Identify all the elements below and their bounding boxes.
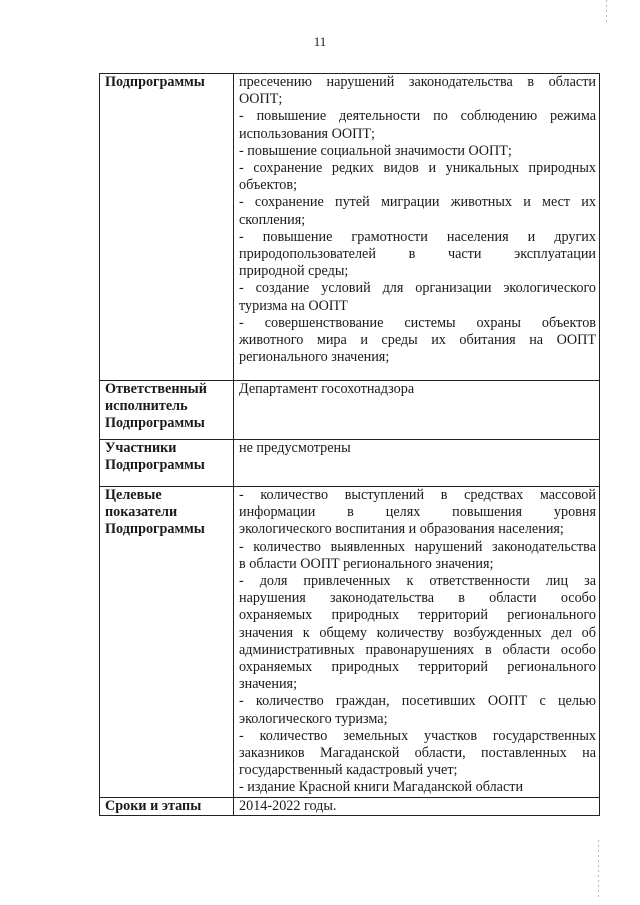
program-passport-table [99, 73, 600, 816]
text-line: - повышение грамотности населения и других [239, 228, 596, 245]
text-line: охраняемых природных территорий регионального [239, 659, 596, 676]
table-row-subprograms [100, 74, 600, 381]
text-line: животного мира и среды их обитания на ООПТ [239, 332, 596, 349]
row-value-terms: 2014-2022 годы. [234, 798, 600, 816]
table-row-terms [100, 798, 600, 816]
text-line: природопользователей в части эксплуатации [239, 246, 596, 263]
row-label-targets [100, 487, 234, 798]
label-line: Целевые [105, 487, 162, 503]
row-value-participants: не предусмотрены [234, 440, 600, 487]
text-line: - повышение социальной значимости ООПТ; [239, 142, 512, 159]
label-line: Подпрограммы [105, 415, 205, 432]
text-line: административных правонарушениях в области особо [239, 641, 596, 658]
text-line: - сохранение путей миграции животных и мест их [239, 194, 596, 211]
text-line: - количество граждан, посетивших ООПТ с целью [239, 693, 596, 710]
text-line: охраняемых природных территорий регионального [239, 607, 596, 624]
label-line: Подпрограммы [105, 521, 205, 538]
label-line: Ответственный [105, 381, 207, 397]
text-line: туризма на ООПТ [239, 297, 348, 314]
text-line: государственный кадастровый учет; [239, 762, 458, 779]
text-line: - совершенствование системы охраны объектов [239, 314, 596, 331]
text-line: экологического туризма; [239, 710, 388, 727]
row-value-targets [234, 487, 600, 798]
text-line: - количество земельных участков государственных [239, 727, 596, 744]
text-line: объектов; [239, 177, 298, 194]
text-line: - количество выступлений в средствах массовой [239, 487, 596, 503]
text-line: - повышение деятельности по соблюдению режима [239, 108, 596, 125]
text-line: пресечению нарушений законодательства в области [239, 74, 596, 90]
label-line: Участники [105, 440, 177, 456]
text-line: ООПТ; [239, 91, 283, 108]
row-value-responsible: Департамент госохотнадзора [234, 381, 600, 440]
label-line: исполнитель [105, 398, 188, 415]
text-line: в области ООПТ регионального значения; [239, 555, 494, 572]
text-line: значения к общему количеству возбужденных дел об [239, 624, 596, 641]
text-line: регионального значения; [239, 349, 390, 366]
text-line: экологического воспитания и образования населения; [239, 521, 564, 538]
row-value-subprograms [234, 74, 600, 381]
text-line: - издание Красной книги Магаданской области [239, 779, 524, 796]
row-label-terms: Сроки и этапы [100, 798, 234, 816]
label-line: показатели [105, 504, 178, 521]
text-line: скопления; [239, 211, 306, 228]
text-line: использования ООПТ; [239, 125, 375, 142]
row-label-participants [100, 440, 234, 487]
row-label-subprograms: Подпрограммы [100, 74, 234, 381]
text-line: нарушения законодательства в области особо [239, 590, 596, 607]
label-line: Подпрограммы [105, 457, 205, 474]
table-row-targets [100, 487, 600, 798]
text-line: - доля привлеченных к ответственности лиц за [239, 573, 596, 590]
text-line: природной среды; [239, 263, 349, 280]
table-row-participants [100, 440, 600, 487]
row-label-responsible [100, 381, 234, 440]
text-line: значения; [239, 676, 298, 693]
text-line: - количество выявленных нарушений законодательства [239, 538, 596, 555]
page-number: 11 [313, 34, 327, 49]
scan-edge-mark [598, 840, 599, 900]
scan-edge-mark [606, 0, 607, 22]
text-line: - сохранение редких видов и уникальных природных [239, 160, 596, 177]
text-line: заказников Магаданской области, поставленных на [239, 745, 596, 762]
text-line: информации в целях повышения уровня [239, 504, 596, 521]
table-row-responsible [100, 381, 600, 440]
text-line: - создание условий для организации экологического [239, 280, 596, 297]
